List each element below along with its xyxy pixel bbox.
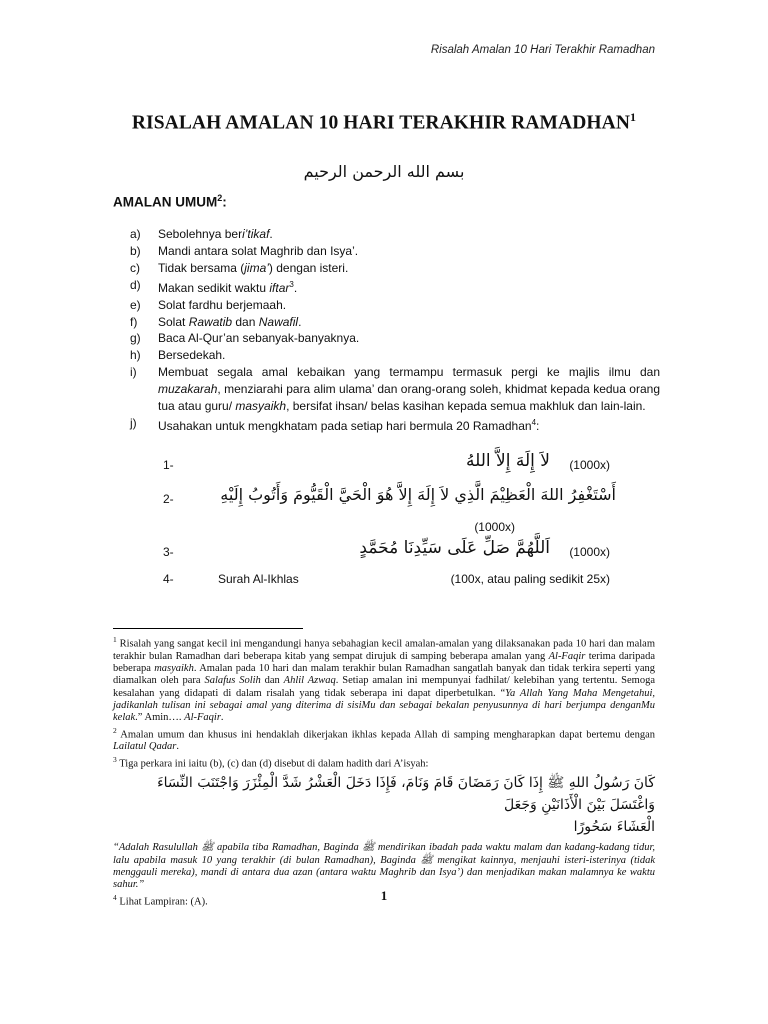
list-marker: h) [130,348,141,363]
hadith-line: الْعَشَاءَ سَحُورًا [573,819,655,836]
text-run: Amalan umum dan khusus ini hendaklah dikerjakan ikhlas kepada Allah di samping mengharapkan dapat bertemu dengan [116,729,655,741]
text-run: . [269,227,273,241]
zikir-arabic: أَسْتَغْفِرُ اللهَ الْعَظِيْمَ الَّذِي لاَ إِلَهَ إِلاَّ هُوَ الْحَيَّ الْقَيُّومَ وَأَتُوبُ إِلَيْهِ [220,485,616,504]
text-run: . Setiap amalan ini mempunyai fadhilat/ kelebihan yang tertentu. Semoga kesalahan yang didapati di dalam risalah yang tidak seberapa ini dapat diperbetulkan. “ [113,675,655,699]
text-run: Tidak bersama ( [158,260,245,275]
zikir-count: (1000x) [474,520,515,534]
list-item-text [158,226,660,243]
list-item-d [130,277,660,297]
list-marker: b) [130,243,141,258]
list-marker: e) [130,297,141,312]
footnote-ref[interactable]: 3 [289,279,294,289]
hadith-line: كَانَ رَسُولُ اللهِ ﷺ إِذَا كَانَ رَمَضَانَ قَامَ وَنَامَ، فَإِذَا دَخَلَ الْعَشْرُ شَدَّ الْمِئْزَرَ وَاجْتَنَبَ النِّسَاءَ وَاغْتَسَلَ بَيْنَ الْأَذَانَيْنِ وَجَعَلَ [157,775,655,814]
title-footnote-ref[interactable]: 1 [630,110,637,124]
text-run: Solat [158,314,189,329]
list-item-text: Mandi antara solat Maghrib dan Isya’. [158,243,359,258]
text-run: : [536,418,540,433]
list-item-text [158,277,660,297]
zikir-arabic: اَللَّهُمَّ صَلِّ عَلَى سَيِّدِنَا مُحَمَّدٍ [359,538,550,558]
list-item-text [158,314,660,331]
text-run: dan [260,675,284,687]
footnote-number: 3 [113,754,117,764]
italic-term: “Adalah Rasulullah ﷺ apabila tiba Ramadhan, Baginda ﷺ mendirikan ibadah pada waktu malam dan kadang-kadang tidur, lalu apabila masuk 10 yang terakhir (di bulan Ramadhan), Baginda ﷺ mengikat kainnya, menjauhi isteri-isterinya (tidak menggauli mereka), mandi di antara dua azan (antara waktu Maghrib dan Isya’) dan menjadikan makan malamnya ke waktu sahur.” [113,842,656,891]
italic-term: Al-Faqir [548,650,586,662]
section-heading-colon: : [222,194,227,210]
list-item-g [130,330,660,347]
list-marker: f) [130,314,138,329]
zikir-number: 3- [163,545,174,559]
text-run: Membuat segala amal kebaikan yang termampu termasuk pergi ke majlis ilmu dan [158,365,660,380]
amalan-list [130,226,660,435]
text-run: Sebolehnya ber [158,227,243,241]
text-run: .” Amin…. [135,712,185,724]
list-marker: d) [130,277,141,292]
text-run: Makan sedikit waktu [158,280,270,295]
text-run: dan [232,314,259,329]
zikir-item-2-count [160,520,610,538]
list-marker: j) [130,415,137,430]
zikir-item-4 [160,572,610,590]
list-item-text: Baca Al-Qur’an sebanyak-banyaknya. [158,331,360,346]
list-item-text [158,364,660,415]
text-run: , bersifat ihsan/ belas kasihan kepada semua makhluk dan lain-lain. [286,399,646,414]
list-item-f [130,314,660,331]
list-item-text [158,415,660,435]
text-run: Lihat Lampiran: (A). [116,896,208,908]
zikir-count: (1000x) [569,458,610,472]
italic-term: Ahlil Azwaq [283,675,336,687]
list-item-h [130,347,660,364]
text-run: Usahakan untuk mengkhatam pada setiap hari bermula 20 Ramadhan [158,418,532,433]
list-marker: a) [130,227,141,241]
list-item-c [130,260,660,277]
title-text: RISALAH AMALAN 10 HARI TERAKHIR RAMADHAN [131,112,631,134]
list-marker: i) [130,365,137,380]
zikir-number: 4- [163,572,174,586]
italic-term: muzakarah [158,382,218,397]
footnotes [113,634,655,908]
section-footnote-ref[interactable]: 2 [217,193,223,203]
footnote-number: 4 [113,892,117,902]
list-item-i [130,364,660,415]
hadith-translation [113,842,655,891]
footnote-2 [113,725,655,754]
list-item-text [158,260,660,277]
footnote-3 [113,754,655,771]
zikir-item-3 [160,538,610,565]
text-run: . [220,712,224,724]
text-run: . [293,280,298,295]
italic-term: Nawafil [258,314,299,329]
text-run: ) dengan isteri. [268,260,349,275]
hadith-arabic [113,772,655,838]
text-run: . [176,741,179,753]
text-run: . Amalan pada 10 hari dan malam terakhir bulan Ramadhan sangatlah banyak dan tidak terkira seperti yang diamalkan oleh para [113,663,656,687]
footnote-number: 1 [113,635,117,644]
italic-term: Rawatib [188,314,233,329]
zikir-number: 2- [163,492,174,506]
text-run: . [298,314,302,329]
footnote-separator [113,628,303,629]
footnote-1 [113,634,655,725]
basmala: بسم الله الرحمن الرحيم [303,162,465,181]
document-title [0,110,768,135]
list-item-text: Bersedekah. [158,348,226,363]
text-run: Tiga perkara ini iaitu (b), (c) dan (d) disebut di dalam hadith dari A’isyah: [119,758,429,770]
zikir-arabic: لاَ إِلَهَ إِلاَّ اللهُ [466,451,550,471]
zikir-count: (100x, atau paling sedikit 25x) [450,572,610,586]
zikir-number: 1- [163,458,174,472]
list-item-b [130,243,660,260]
footnote-number: 2 [113,725,117,735]
italic-term: Al-Faqir [184,712,221,724]
text-run: Risalah yang sangat kecil ini mengandungi hanya sebahagian kecil amalan-amalan yang dilaksanakan pada 10 hari dan malam terakhir bulan Ramadhan dari beberapa kitab yang sempat dirujuk di samping beberapa amalan yang [113,638,655,662]
italic-term: i’tikaf [242,227,270,241]
italic-term: Ya Allah Yang Maha Mengetahui, jadikanlah tulisan ini sebagai amal yang diterima di sisiMu dan sebagai bekalan penyusunnya di hari berjumpa denganMu kelak [113,687,655,724]
section-heading-text: AMALAN UMUM [113,194,218,210]
zikir-latin: Surah Al-Ikhlas [218,572,299,586]
footnote-ref[interactable]: 4 [531,417,537,427]
list-marker: c) [130,260,140,275]
zikir-count: (1000x) [569,545,610,559]
page-number: 1 [380,888,388,903]
italic-term: jima’ [244,260,269,275]
italic-term: masyaikh [154,663,194,675]
list-item-e [130,297,660,314]
zikir-item-2 [160,485,616,512]
italic-term: masyaikh [235,399,287,414]
italic-term: iftar [269,280,290,295]
zikir-item-1 [160,451,610,478]
text-run: , menziarahi para alim ulama’ dan orang-orang soleh, khidmat kepada kedua orang tua atau guru/ [158,382,660,414]
italic-term: Salafus Solih [204,675,261,687]
list-item-a [130,226,660,243]
italic-term: Lailatul Qadar [113,741,177,753]
list-item-j [130,415,660,435]
list-item-text: Solat fardhu berjemaah. [158,297,287,312]
text-run: terima daripada beberapa [113,650,655,675]
list-marker: g) [130,331,141,346]
section-heading [113,193,227,210]
running-header: Risalah Amalan 10 Hari Terakhir Ramadhan [430,44,655,56]
